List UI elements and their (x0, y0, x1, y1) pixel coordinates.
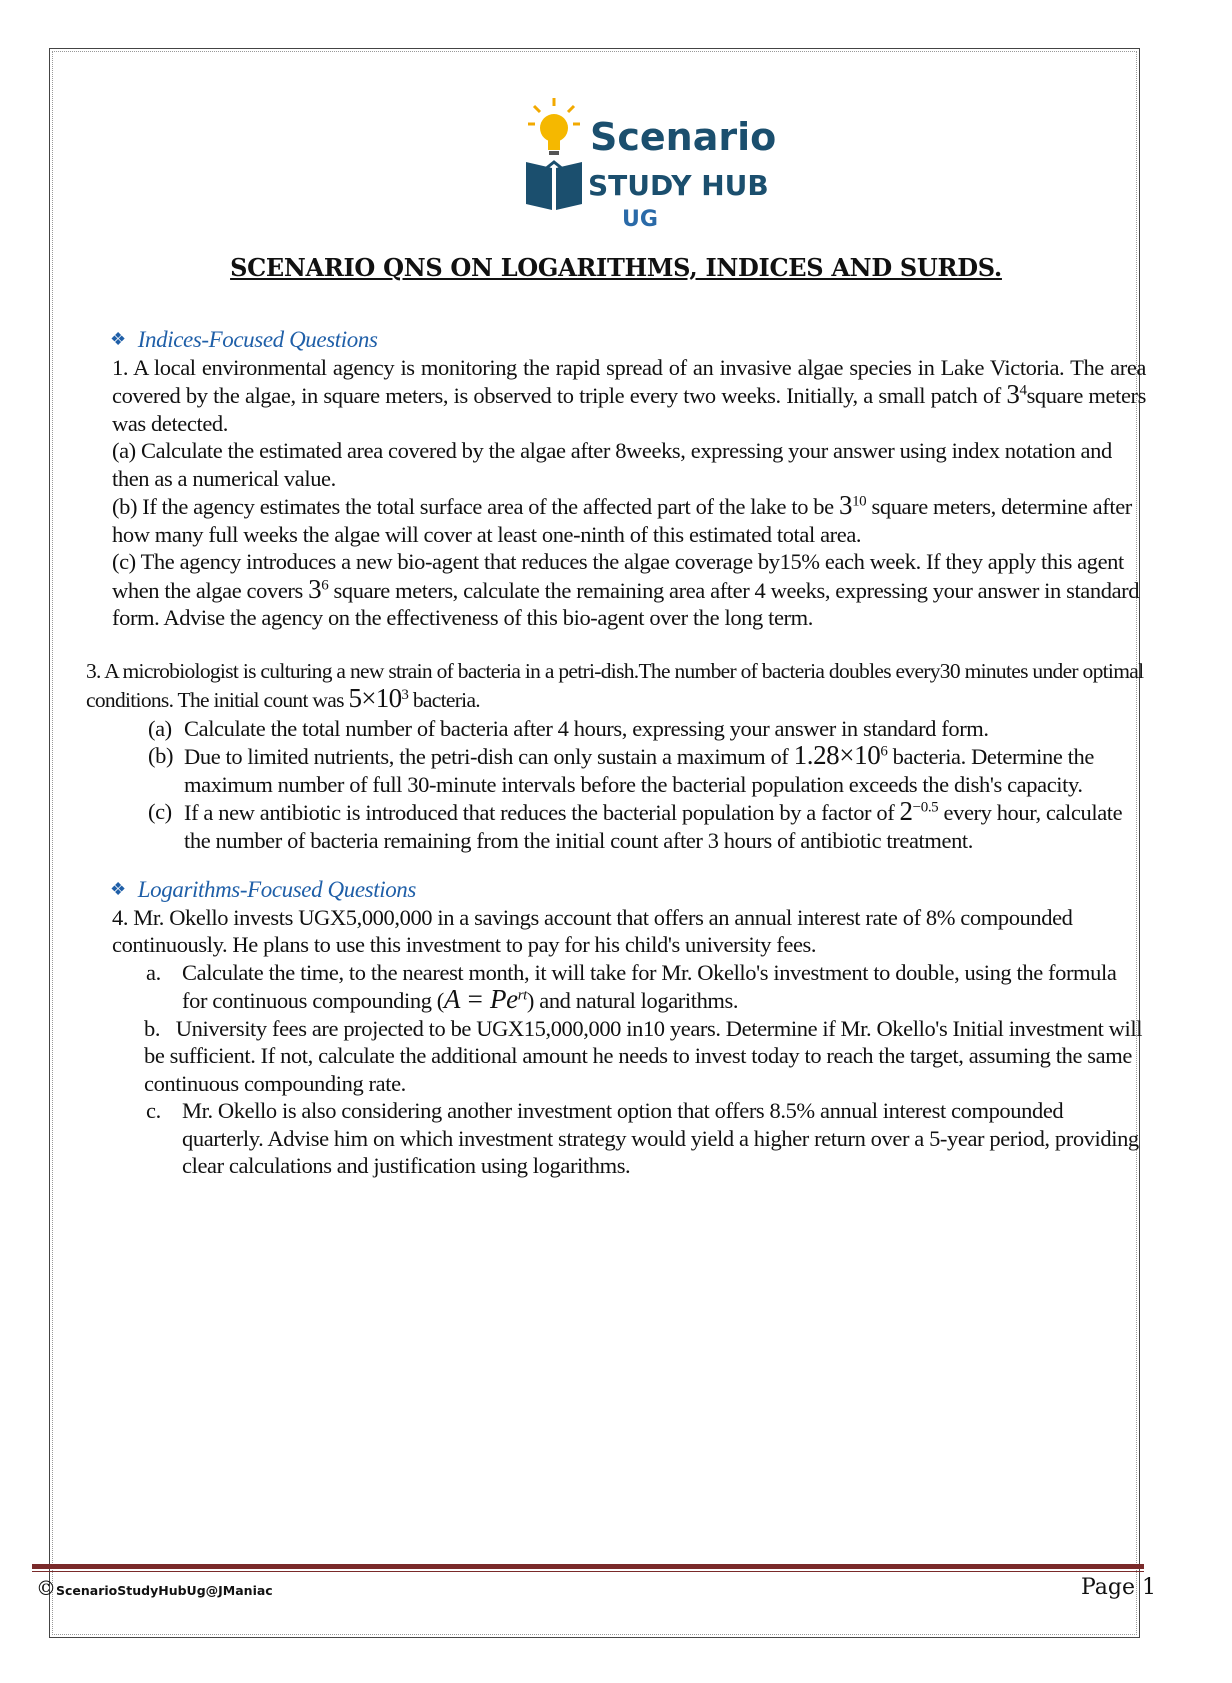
question-4c: c. Mr. Okello is also considering another investment option that offers 8.5% annual interest compounded quarterly. Advise him on which investment strategy would yield a higher return over a 5-year period, providing clear calculations and justification using logarithms. (146, 1098, 1139, 1178)
question-1b: (b) If the agency estimates the total surface area of the affected part of the lake to be $3^{10}$ square meters, determine after how many full weeks the algae will cover at least one-ninth of this estimated total area. (112, 490, 1132, 547)
section-heading-logarithms (110, 876, 1146, 904)
svg-text:UG: UG (622, 207, 658, 232)
question-4-intro: 4. Mr. Okello invests UGX5,000,000 in a savings account that offers an annual interest rate of 8% compounded continuously. He plans to use this investment to pay for his child's university fees. (112, 904, 1073, 957)
question-1c: (c) The agency introduces a new bio-agent that reduces the algae coverage by15% each week. If they apply this agent when the algae covers $3^6$ square meters, calculate the remaining area after 4 weeks, expressing your answer in standard form. Advise the agency on the effectiveness of this bio-agent over the long term. (112, 549, 1140, 630)
question-4a: a. Calculate the time, to the nearest month, it will take for Mr. Okello's investment to double, using the formula for continuous compounding $(A = Pe^{rt})$ and natural logarithms. (146, 959, 1117, 1014)
question-1-intro: 1. A local environmental agency is monitoring the rapid spread of an invasive algae species in Lake Victoria. The area covered by the algae, in square meters, is observed to triple every two weeks. Initially, a small patch of $3^4square$ meters was detected. (112, 354, 1147, 436)
footer-divider-thin (32, 1571, 1144, 1572)
footer-credit: ©ScenarioStudyHubUg@JManiac (36, 1576, 273, 1600)
scenario-study-hub-logo (520, 92, 777, 242)
question-3c: (c) If a new antibiotic is introduced that reduces the bacterial population by a factor of $2^{-0.5}$ every hour, calculate the number of bacteria remaining from the initial count after 3 hours of antibiotic treatment. (148, 796, 1123, 853)
open-book-icon (526, 162, 582, 210)
document-title: SCENARIO QNS ON LOGARITHMS, INDICES AND SURDS. (230, 253, 1002, 282)
section-heading-text: Logarithms-Focused Questions (137, 877, 416, 902)
section-heading-text: Indices-Focused Questions (137, 327, 378, 352)
question-4b: b. University fees are projected to be UGX15,000,000 in10 years. Determine if Mr. Okello's Initial investment will be sufficient. If not, calculate the additional amount he needs to invest today to reach the target, assuming the same continuous compounding rate. (144, 1015, 1143, 1096)
diamond-bullet-icon: ❖ (110, 329, 126, 349)
question-3-intro: 3. A microbiologist is culturing a new strain of bacteria in a petri-dish.The number of bacteria doubles every30 minutes under optimal conditions. The initial count was $5\times 10^3$ bacteria. (86, 658, 1144, 713)
question-3b: (b) Due to limited nutrients, the petri-dish can only sustain a maximum of $1.28\times 10^6$ bacteria. Determine the maximum number of full 30-minute intervals before the bacterial population exceeds the dish's capacity. (148, 740, 1094, 797)
svg-text:STUDY HUB: STUDY HUB (588, 169, 769, 202)
question-1a: (a) Calculate the estimated area covered by the algae after 8weeks, expressing your answer using index notation and then as a numerical value. (112, 438, 1112, 491)
footer-divider (32, 1564, 1144, 1569)
question-3a: (a) Calculate the total number of bacteria after 4 hours, expressing your answer in standard form. (148, 715, 989, 741)
document-body (86, 326, 1146, 1180)
page-number: Page 1 (1080, 1575, 1156, 1600)
svg-text:Scenario: Scenario (590, 115, 777, 159)
section-heading-indices (110, 326, 1146, 354)
lightbulb-icon (528, 98, 580, 155)
diamond-bullet-icon: ❖ (110, 879, 126, 899)
